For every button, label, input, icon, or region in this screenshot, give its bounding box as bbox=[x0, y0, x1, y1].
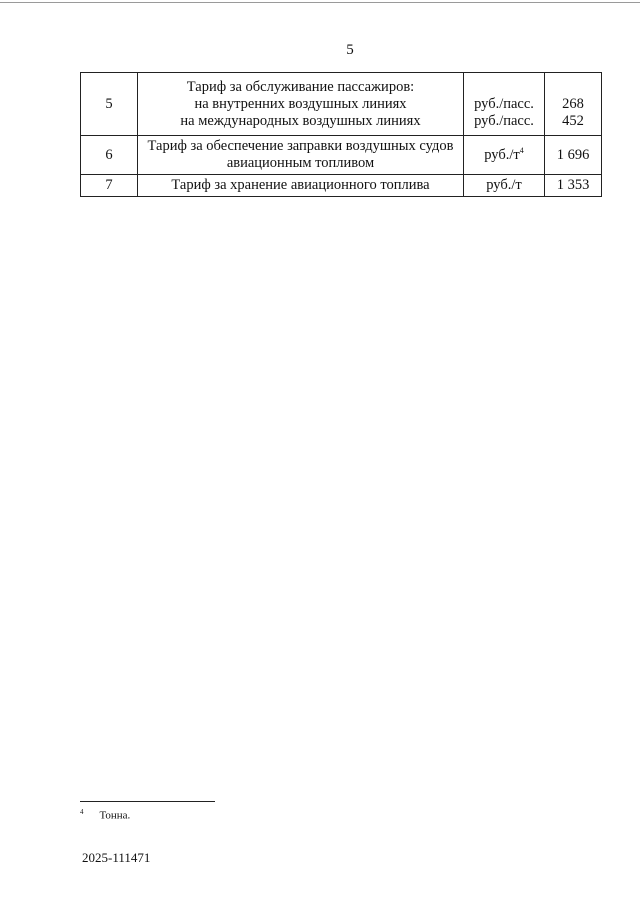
tariff-value: 452 bbox=[562, 112, 584, 129]
unit-cell bbox=[464, 136, 545, 175]
tariff-value: 1 353 bbox=[545, 175, 602, 197]
tariff-name: Тариф за обеспечение заправки воздушных судов bbox=[147, 138, 454, 154]
table-row bbox=[81, 73, 602, 136]
tariff-name-continued: авиационным топливом bbox=[226, 155, 375, 171]
table-row bbox=[81, 175, 602, 197]
row-number: 7 bbox=[81, 175, 138, 197]
page-number: 5 bbox=[346, 42, 354, 58]
footnote-ref: 4 bbox=[519, 145, 524, 155]
tariff-subitem: на международных воздушных линиях bbox=[180, 112, 421, 129]
tariff-subitem: на внутренних воздушных линиях bbox=[194, 95, 407, 112]
tariff-table bbox=[80, 72, 602, 197]
unit-label: руб./пасс. bbox=[474, 95, 534, 112]
tariff-value: 268 bbox=[562, 95, 584, 112]
unit-label: руб./пасс. bbox=[474, 112, 534, 129]
unit-cell bbox=[464, 73, 545, 136]
tariff-name-cell bbox=[138, 136, 464, 175]
unit-label: руб./т bbox=[464, 175, 545, 197]
tariff-name: Тариф за обслуживание пассажиров: bbox=[186, 78, 415, 95]
row-number: 5 bbox=[81, 73, 138, 136]
footnote-mark: 4 bbox=[80, 808, 84, 816]
row-number: 6 bbox=[81, 136, 138, 175]
footnote-text: Тонна. bbox=[99, 809, 131, 822]
footnote bbox=[80, 808, 130, 822]
top-scan-rule bbox=[0, 2, 640, 3]
document-number: 2025-111471 bbox=[82, 850, 151, 865]
footnote-separator bbox=[80, 801, 215, 802]
tariff-name-cell bbox=[138, 73, 464, 136]
unit-label: руб./т bbox=[484, 146, 520, 163]
tariff-value: 1 696 bbox=[545, 136, 602, 175]
tariff-name: Тариф за хранение авиационного топлива bbox=[138, 175, 464, 197]
table-row bbox=[81, 136, 602, 175]
value-cell bbox=[545, 73, 602, 136]
